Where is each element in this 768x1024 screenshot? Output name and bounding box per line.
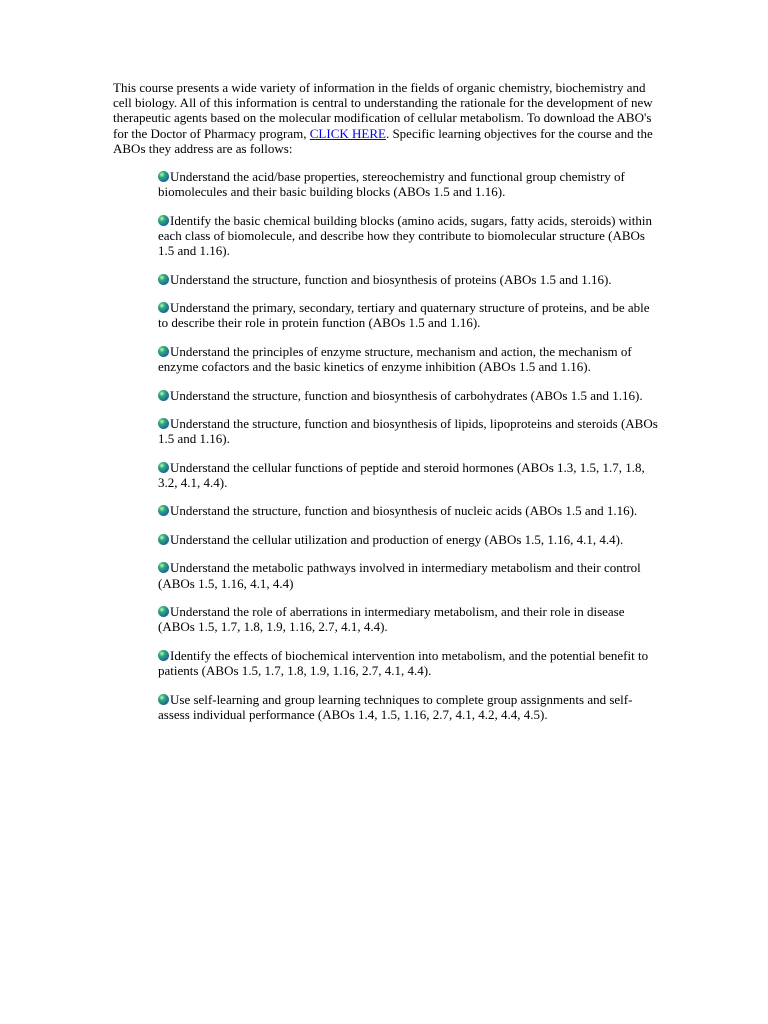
globe-bullet-icon bbox=[158, 390, 169, 401]
objective-text: Understand the structure, function and biosynthesis of nucleic acids (ABOs 1.5 and 1.16). bbox=[170, 503, 638, 519]
objective-text: Use self-learning and group learning techniques to complete group assignments and self-assess individual performance (ABOs 1.4, 1.5, 1.16, 2.7, 4.1, 4.2, 4.4, 4.5). bbox=[158, 691, 633, 722]
objective-item bbox=[158, 416, 658, 446]
globe-bullet-icon bbox=[158, 346, 169, 357]
objective-text: Understand the primary, secondary, tertiary and quaternary structure of proteins, and be able to describe their role in protein function (ABOs 1.5 and 1.16). bbox=[158, 300, 650, 331]
intro-text-after-link: . Specific learning objectives for the course and the ABOs they address are as follows: bbox=[113, 125, 653, 156]
globe-bullet-icon bbox=[158, 606, 169, 617]
objective-item bbox=[158, 460, 658, 490]
objective-item bbox=[158, 560, 658, 590]
document-body bbox=[113, 80, 658, 735]
objective-text: Understand the acid/base properties, stereochemistry and functional group chemistry of biomolecules and their basic building blocks (ABOs 1.5 and 1.16). bbox=[158, 169, 625, 200]
objective-text: Understand the cellular functions of peptide and steroid hormones (ABOs 1.3, 1.5, 1.7, 1.8, 3.2, 4.1, 4.4). bbox=[158, 459, 645, 490]
globe-bullet-icon bbox=[158, 650, 169, 661]
objective-text: Identify the effects of biochemical intervention into metabolism, and the potential benefit to patients (ABOs 1.5, 1.7, 1.8, 1.9, 1.16, 2.7, 4.1, 4.4). bbox=[158, 647, 649, 679]
objective-text: Identify the basic chemical building blocks (amino acids, sugars, fatty acids, steroids) within each class of biomolecule, and describe how they contribute to biomolecular structure (ABOs 1.5 and 1.16). bbox=[158, 212, 652, 259]
globe-bullet-icon bbox=[158, 171, 169, 182]
intro-text-before-link: This course presents a wide variety of information in the fields of organic chemistry, biochemistry and cell biology. All of this information is central to understanding the rationale for the development of new therapeutic agents based on the molecular modification of cellular metabolism. To download the ABO's for the Doctor of Pharmacy program, bbox=[113, 80, 653, 141]
objectives-list bbox=[158, 169, 658, 722]
objective-item bbox=[158, 344, 658, 374]
globe-bullet-icon bbox=[158, 215, 169, 226]
objective-item bbox=[158, 169, 658, 199]
objective-item bbox=[158, 648, 658, 678]
objective-text: Understand the structure, function and biosynthesis of carbohydrates (ABOs 1.5 and 1.16). bbox=[170, 387, 643, 403]
objective-item bbox=[158, 272, 658, 287]
globe-bullet-icon bbox=[158, 462, 169, 473]
globe-bullet-icon bbox=[158, 562, 169, 573]
globe-bullet-icon bbox=[158, 302, 169, 313]
objective-text: Understand the cellular utilization and production of energy (ABOs 1.5, 1.16, 4.1, 4.4). bbox=[170, 531, 624, 547]
objective-text: Understand the metabolic pathways involved in intermediary metabolism and their control (ABOs 1.5, 1.16, 4.1, 4.4) bbox=[158, 560, 641, 591]
objective-item bbox=[158, 532, 658, 547]
objective-item bbox=[158, 604, 658, 634]
objective-text: Understand the structure, function and biosynthesis of proteins (ABOs 1.5 and 1.16). bbox=[170, 271, 612, 287]
objective-item bbox=[158, 213, 658, 259]
click-here-link[interactable]: CLICK HERE bbox=[309, 125, 386, 141]
objective-item bbox=[158, 503, 658, 518]
objective-item bbox=[158, 300, 658, 330]
objective-item bbox=[158, 388, 658, 403]
globe-bullet-icon bbox=[158, 505, 169, 516]
globe-bullet-icon bbox=[158, 694, 169, 705]
intro-paragraph bbox=[113, 80, 658, 156]
objective-text: Understand the principles of enzyme structure, mechanism and action, the mechanism of enzyme cofactors and the basic kinetics of enzyme inhibition (ABOs 1.5 and 1.16). bbox=[158, 343, 632, 375]
globe-bullet-icon bbox=[158, 534, 169, 545]
objective-text: Understand the structure, function and biosynthesis of lipids, lipoproteins and steroids (ABOs 1.5 and 1.16). bbox=[158, 416, 658, 447]
globe-bullet-icon bbox=[158, 274, 169, 285]
objective-text: Understand the role of aberrations in intermediary metabolism, and their role in disease (ABOs 1.5, 1.7, 1.8, 1.9, 1.16, 2.7, 4.1, 4.4). bbox=[158, 604, 625, 635]
globe-bullet-icon bbox=[158, 418, 169, 429]
objective-item bbox=[158, 692, 658, 722]
